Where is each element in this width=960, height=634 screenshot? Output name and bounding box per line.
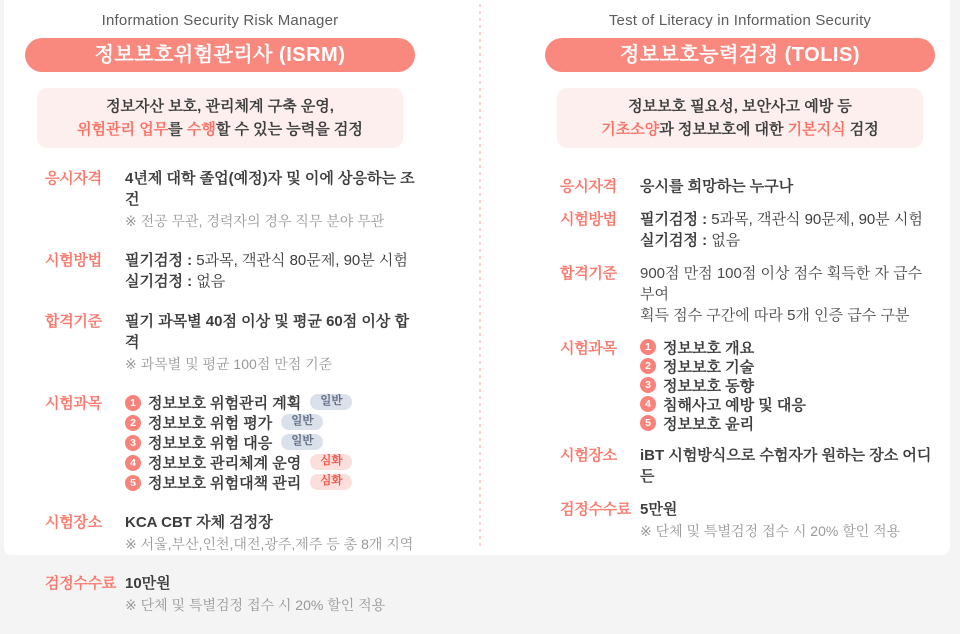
row-subjects	[560, 338, 935, 433]
section-label: 검정수수료	[45, 575, 116, 592]
subject-item: 2 정보보호 위험 평가 일반	[125, 413, 415, 432]
subject-number-badge: 1	[640, 339, 656, 355]
isrm-title-pill: 정보보호위험관리사 (ISRM)	[25, 38, 415, 72]
tolis-summary-box	[557, 88, 923, 148]
tolis-detail-rows	[545, 176, 935, 541]
subject-item: 2 정보보호 기술	[640, 357, 935, 375]
subject-number-badge: 1	[125, 395, 141, 411]
level-badge-general: 일반	[310, 394, 352, 410]
section-label: 시험방법	[45, 252, 102, 269]
eligibility-note: ※ 전공 무관, 경력자의 경우 직무 분야 무관	[125, 213, 385, 229]
isrm-detail-rows	[25, 168, 415, 615]
subject-number-badge: 2	[125, 415, 141, 431]
pass-criteria-line1: 900점 만점 100점 이상 점수 획득한 자 급수 부여	[640, 265, 923, 303]
tolis-summary-plain1: 과 정보보호에 대한	[659, 121, 788, 138]
row-eligibility	[560, 176, 935, 197]
written-exam-line: 필기검정 : 5과목, 객관식 90문제, 90분 시험	[640, 211, 923, 228]
column-divider	[479, 4, 481, 547]
section-label: 검정수수료	[560, 501, 631, 518]
tolis-summary-accent2: 기본지식	[787, 121, 846, 138]
practical-exam-line: 실기검정 : 없음	[640, 232, 741, 249]
subject-item: 1 정보보호 개요	[640, 338, 935, 356]
subject-item: 4 침해사고 예방 및 대응	[640, 395, 935, 413]
section-label: 시험장소	[560, 447, 617, 464]
section-label: 시험과목	[560, 340, 617, 357]
isrm-english-subtitle: Information Security Risk Manager	[101, 12, 339, 29]
row-pass-criteria	[560, 263, 935, 326]
subject-item: 3 정보보호 동향	[640, 376, 935, 394]
level-badge-general: 일반	[281, 414, 323, 430]
row-exam-location	[45, 512, 415, 554]
isrm-summary-line1: 정보자산 보호, 관리체계 구축 운영,	[106, 98, 334, 115]
subject-number-badge: 2	[640, 358, 656, 374]
row-exam-method	[560, 209, 935, 251]
written-exam-line: 필기검정 : 5과목, 객관식 80문제, 90분 시험	[125, 252, 408, 269]
tolis-english-subtitle: Test of Literacy in Information Security	[608, 12, 872, 29]
isrm-column	[25, 0, 415, 634]
subject-item: 1 정보보호 위험관리 계획 일반	[125, 393, 415, 412]
exam-location-note: ※ 서울,부산,인천,대전,광주,제주 등 총 8개 지역	[125, 536, 414, 552]
level-badge-general: 일반	[281, 434, 323, 450]
row-exam-location	[560, 445, 935, 487]
row-fee	[560, 499, 935, 541]
subject-number-badge: 3	[640, 377, 656, 393]
subject-item: 5 정보보호 위험대책 관리 심화	[125, 473, 415, 492]
row-exam-method	[45, 250, 415, 292]
subject-item: 3 정보보호 위험 대응 일반	[125, 433, 415, 452]
subject-number-badge: 3	[125, 435, 141, 451]
isrm-summary-box	[37, 88, 403, 148]
subject-item: 4 정보보호 관리체계 운영 심화	[125, 453, 415, 472]
fee-text: 10만원	[125, 575, 171, 592]
isrm-summary-accent2: 수행	[186, 121, 216, 138]
isrm-summary-plain1: 를	[168, 121, 187, 138]
pass-criteria-note: ※ 과목별 및 평균 100점 만점 기준	[125, 356, 333, 372]
tolis-summary-line1: 정보보호 필요성, 보안사고 예방 등	[628, 98, 852, 115]
section-label: 시험방법	[560, 211, 617, 228]
subject-number-badge: 4	[125, 455, 141, 471]
tolis-summary-plain2: 검정	[845, 121, 879, 138]
section-label: 시험과목	[45, 395, 102, 412]
fee-note: ※ 단체 및 특별검정 접수 시 20% 할인 적용	[125, 597, 386, 613]
practical-exam-line: 실기검정 : 없음	[125, 273, 226, 290]
tolis-summary-accent1: 기초소양	[601, 121, 660, 138]
section-label: 응시자격	[560, 178, 617, 195]
tolis-title-pill: 정보보호능력검정 (TOLIS)	[545, 38, 935, 72]
subject-number-badge: 5	[640, 415, 656, 431]
exam-location-text: KCA CBT 자체 검정장	[125, 514, 273, 531]
row-subjects	[45, 393, 415, 493]
tolis-column	[545, 0, 935, 553]
certification-comparison-card	[4, 0, 950, 613]
pass-criteria-line2: 획득 점수 구간에 따라 5개 인증 급수 구분	[640, 307, 910, 324]
fee-text: 5만원	[640, 501, 678, 518]
section-label: 시험장소	[45, 514, 102, 531]
isrm-summary-accent1: 위험관리 업무	[77, 121, 169, 138]
row-pass-criteria	[45, 311, 415, 374]
pass-criteria-text: 필기 과목별 40점 이상 및 평균 60점 이상 합격	[125, 313, 410, 351]
eligibility-text: 4년제 대학 졸업(예정)자 및 이에 상응하는 조건	[125, 170, 415, 208]
subject-number-badge: 5	[125, 475, 141, 491]
fee-note: ※ 단체 및 특별검정 접수 시 20% 할인 적용	[640, 523, 901, 539]
section-label: 합격기준	[560, 265, 617, 282]
subject-item: 5 정보보호 윤리	[640, 414, 935, 432]
level-badge-advanced: 심화	[310, 454, 352, 470]
section-label: 합격기준	[45, 313, 102, 330]
row-fee	[45, 573, 415, 615]
section-label: 응시자격	[45, 170, 102, 187]
subject-number-badge: 4	[640, 396, 656, 412]
level-badge-advanced: 심화	[310, 474, 352, 490]
exam-location-text: iBT 시험방식으로 수험자가 원하는 장소 어디든	[640, 447, 932, 485]
eligibility-text: 응시를 희망하는 누구나	[640, 178, 794, 195]
row-eligibility	[45, 168, 415, 231]
isrm-summary-plain2: 할 수 있는 능력을 검정	[215, 121, 363, 138]
